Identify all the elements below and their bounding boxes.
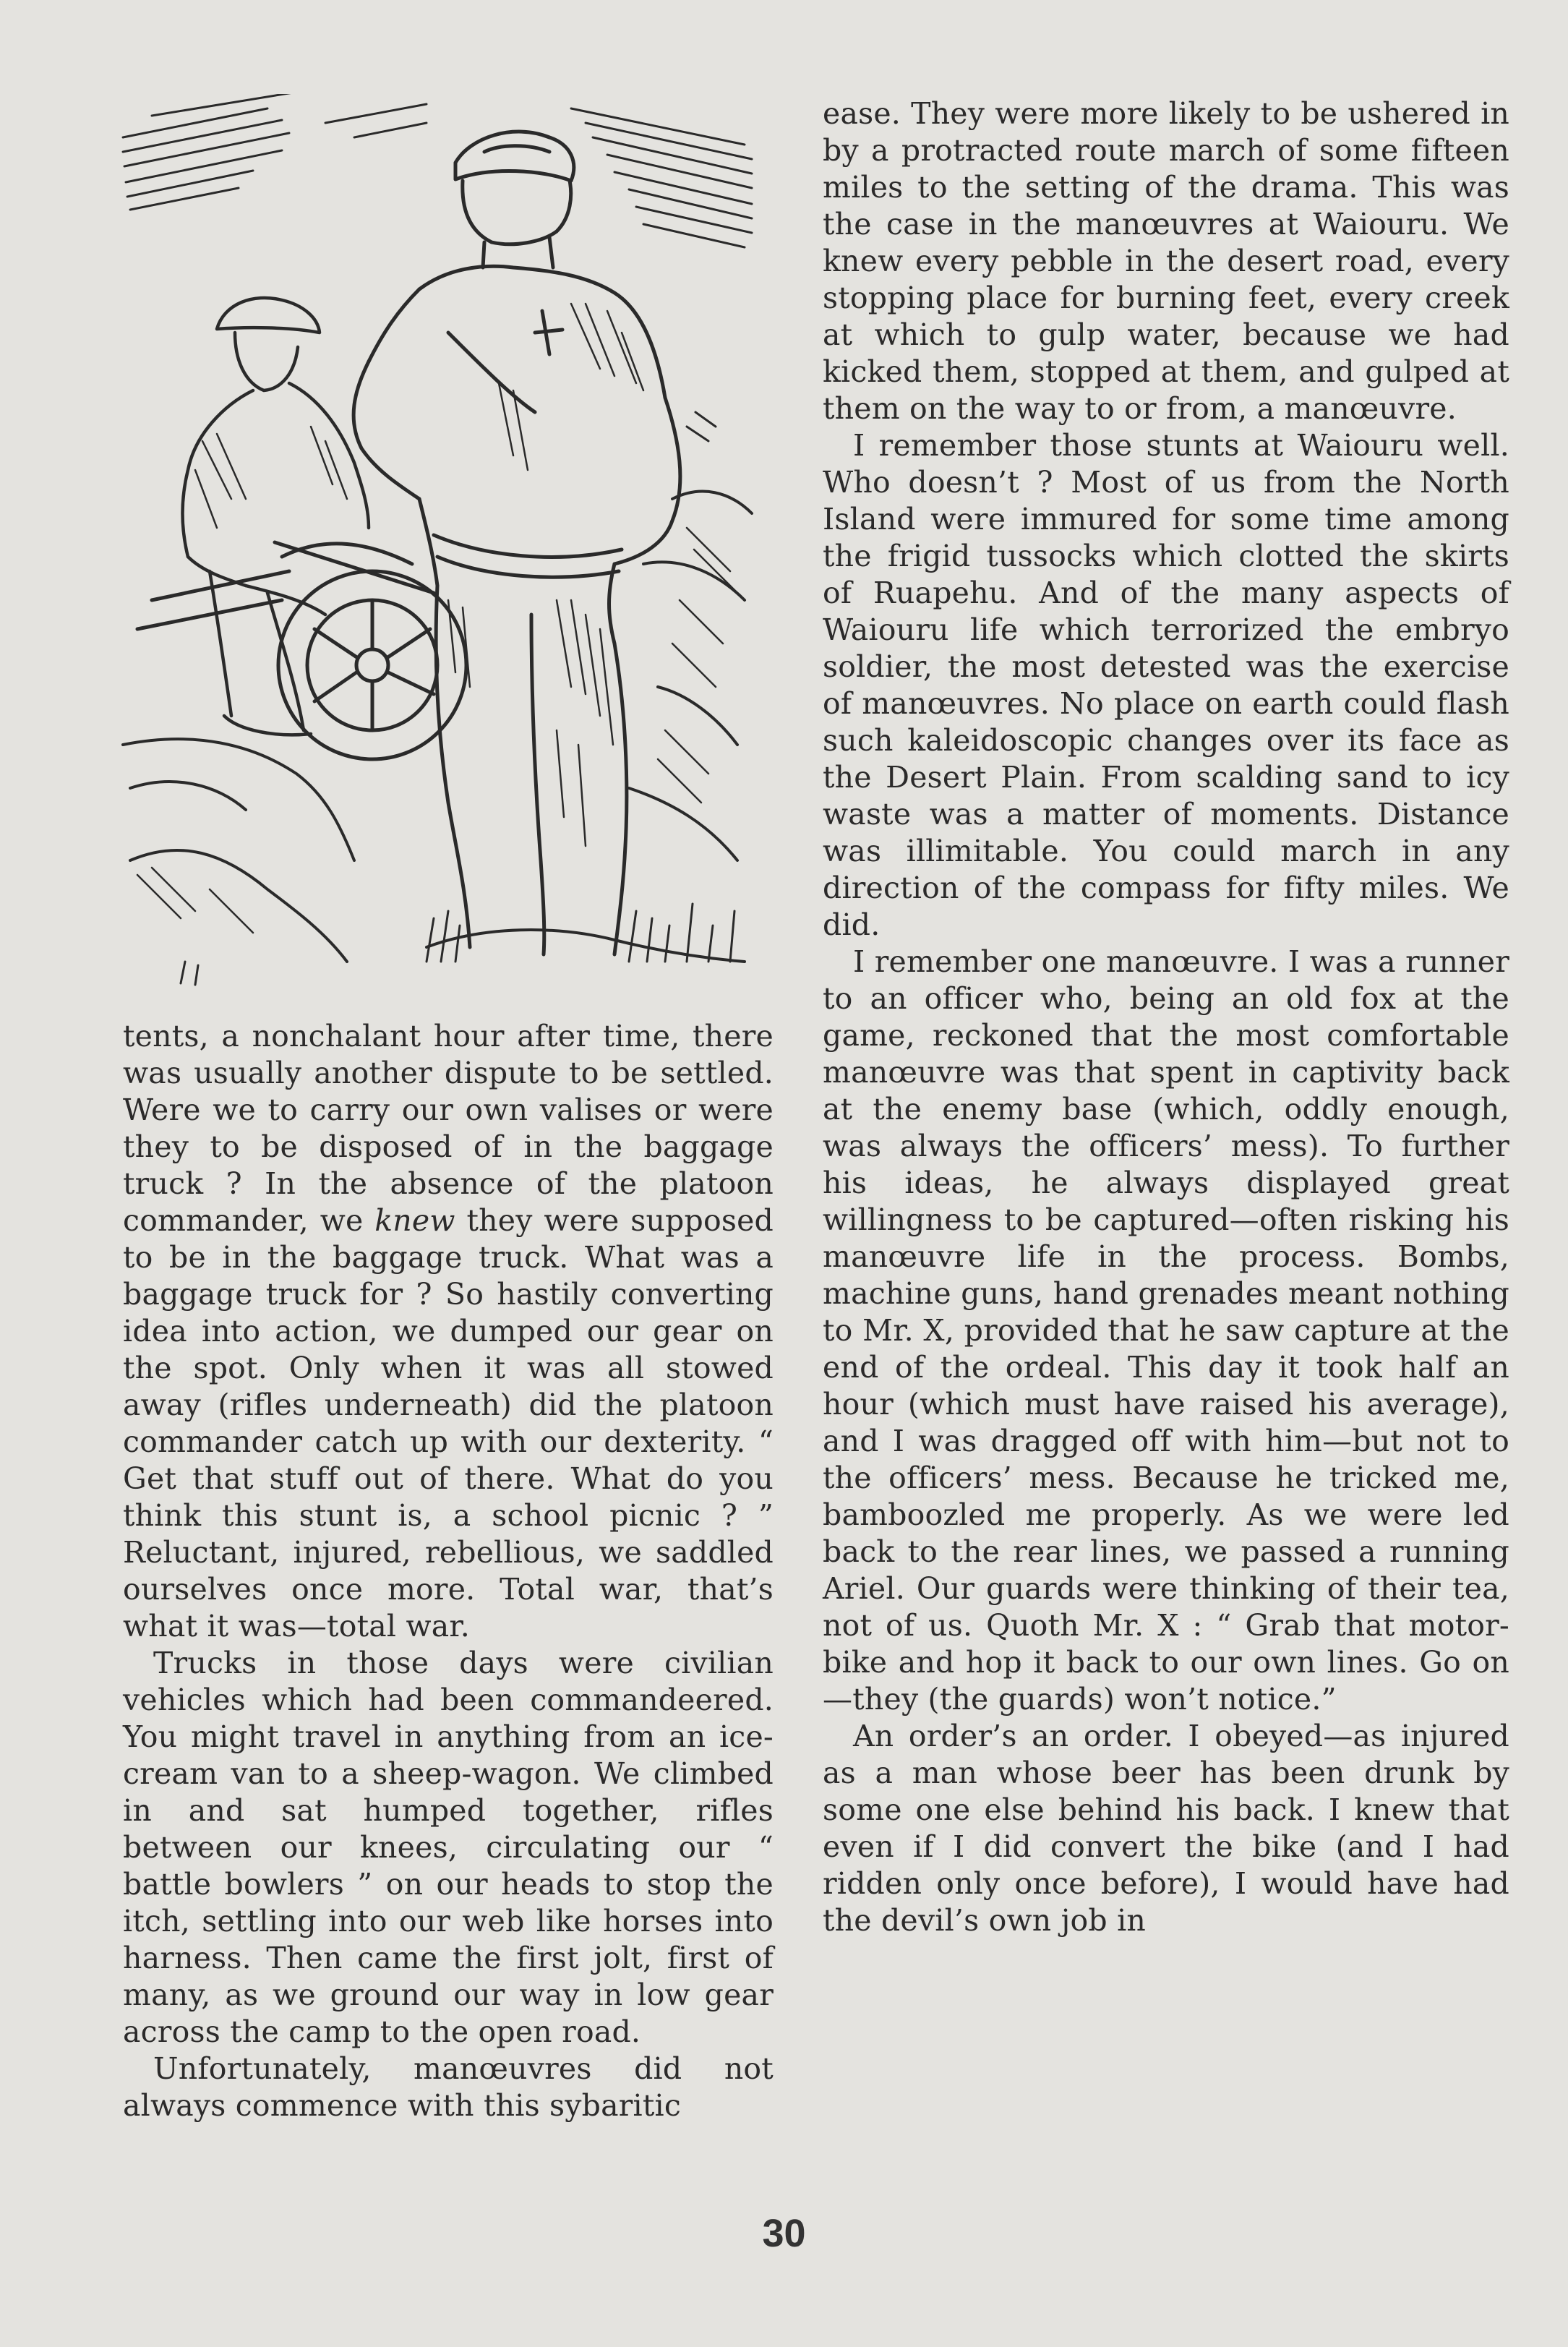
sketch-soldier-officer-motorcycle-icon: [108, 94, 759, 998]
illustration: [108, 94, 759, 998]
paragraph: tents, a nonchalant hour after time, there was usually another dispute to be settled. Were we to carry our own valises or were they to be disposed of in the baggage truck ? In the absence of the platoon commander, we knew they were supposed to be in the baggage truck. What was a baggage truck for ? So hastily converting idea into action, we dumped our gear on the spot. Only when it was all stowed away (rifles underneath) did the platoon commander catch up with our dexterity. “ Get that stuff out of there. What do you think this stunt is, a school picnic ? ” Reluctant, injured, rebellious, we saddled ourselves once more. Total war, that’s what it was—total war.: [123, 1019, 774, 1643]
column-right: [823, 95, 1509, 1939]
emphasis: knew: [374, 1203, 455, 1238]
paragraph: I remember those stunts at Waiouru well. Who doesn’t ? Most of us from the North Island were immured for some time among the frigid tussocks which clotted the skirts of Ruapehu. And of the many aspects of Waiouru life which terrorized the embryo soldier, the most detested was the exercise of manœuvres. No place on earth could flash such kaleidoscopic changes over its face as the Desert Plain. From scalding sand to icy waste was a matter of moments. Distance was illimitable. You could march in any direction of the compass for fifty miles. We did.: [823, 428, 1509, 942]
paragraph: An order’s an order. I obeyed—as injured as a man whose beer has been drunk by some one else behind his back. I knew that even if I did convert the bike (and I had ridden only once before), I would have had the devil’s own job in: [823, 1719, 1509, 1938]
paragraph: Trucks in those days were civilian vehicles which had been commandeered. You might travel in anything from an ice-cream van to a sheep-wagon. We climbed in and sat humped together, rifles between our knees, circulating our “ battle bowlers ” on our heads to stop the itch, settling into our web like horses into harness. Then came the first jolt, first of many, as we ground our way in low gear across the camp to the open road.: [123, 1646, 774, 2049]
paragraph: I remember one manœuvre. I was a runner to an officer who, being an old fox at the game, reckoned that the most comfortable manœuvre was that spent in captivity back at the enemy base (which, oddly enough, was always the officers’ mess). To further his ideas, he always displayed great willingness to be captured—often risking his manœuvre life in the process. Bombs, machine guns, hand grenades meant nothing to Mr. X, provided that he saw capture at the end of the ordeal. This day it took half an hour (which must have raised his average), and I was dragged off with him—but not to the officers’ mess. Because he tricked me, bamboozled me properly. As we were led back to the rear lines, we passed a running Ariel. Our guards were thinking of their tea, not of us. Quoth Mr. X : “ Grab that motor-bike and hop it back to our own lines. Go on—they (the guards) won’t notice.”: [823, 944, 1509, 1717]
column-left: [123, 1018, 774, 2124]
paragraph: Unfortunately, manœuvres did not always commence with this sybaritic: [123, 2051, 774, 2123]
paragraph: ease. They were more likely to be ushered in by a protracted route march of some fifteen miles to the setting of the drama. This was the case in the manœuvres at Waiouru. We knew every pebble in the desert road, every stopping place for burning feet, every creek at which to gulp water, because we had kicked them, stopped at them, and gulped at them on the way to or from, a manœuvre.: [823, 96, 1509, 426]
page-number: 30: [762, 2212, 806, 2255]
